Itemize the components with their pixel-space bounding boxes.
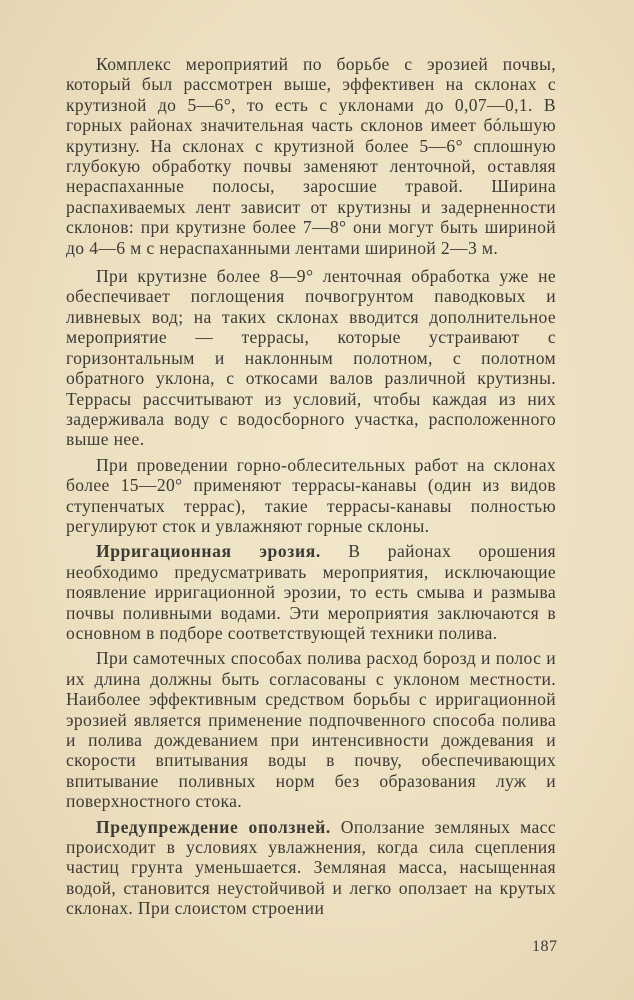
section-heading-irrigation-erosion: Ирригационная эрозия.: [96, 541, 321, 562]
paragraph-5-text: При самотечных способах полива расход борозд и полос и их длина должны быть согласованы с уклоном местности. Наиболее эффективным средством борьбы с ирригационной эрозией является применение подпочвенного способа полива и полива дождеванием при интенсивности дождевания и скорости впитывания воды в почву, обеспечивающих впитывание поливных норм без образования луж и поверхностного стока.: [66, 648, 556, 812]
paragraph-5: [66, 648, 556, 811]
paragraph-1: [66, 54, 556, 258]
paragraph-4-text: В районах орошения необходимо предусматривать мероприятия, исключающие появление ирригационной эрозии, то есть смыва и размыва почвы поливными водами. Эти мероприятия заключаются в основном в подборе соответствующей техники полива.: [66, 541, 556, 643]
page-number: 187: [532, 938, 558, 955]
paragraph-3-text: При проведении горно-облесительных работ на склонах более 15—20° применяют террасы-канавы (один из видов ступенчатых террас), такие террасы-канавы полностью регулируют сток и увлажняют горные склоны.: [66, 454, 556, 536]
paragraph-2: [66, 266, 556, 450]
section-heading-landslide-prevention: Предупреждение оползней.: [96, 816, 331, 837]
paragraph-2-text: При крутизне более 8—9° ленточная обработка уже не обеспечивает поглощения почвогрунтом паводковых и ливневых вод; на таких склонах вводится дополнительное мероприятие — террасы, которые устраивают с горизонтальным и наклонным полотном, с полотном обратного уклона, с откосами валов различной крутизны. Террасы рассчитывают из условий, чтобы каждая из них задерживала воду с водосборного участка, расположенного выше нее.: [66, 266, 556, 450]
paragraph-3: [66, 455, 556, 537]
page-body: [66, 54, 556, 924]
paragraph-irrigation-erosion: [66, 541, 556, 643]
paragraph-1-text: Комплекс мероприятий по борьбе с эрозией почвы, который был рассмотрен выше, эффективен на склонах с крутизной до 5—6°, то есть с уклонами до 0,07—0,1. В горных районах значительная часть склонов имеет бóльшую крутизну. На склонах с крутизной более 5—6° сплошную глубокую обработку почвы заменяют ленточной, оставляя нераспаханные полосы, заросшие травой. Ширина распахиваемых лент зависит от крутизны и задерненности склонов: при крутизне более 7—8° они могут быть шириной до 4—6 м с нераспаханными лентами шириной 2—3 м.: [66, 54, 556, 258]
paragraph-landslide-prevention: [66, 817, 556, 919]
paragraph-6-text: Оползание земляных масс происходит в условиях увлажнения, когда сила сцепления частиц грунта уменьшается. Земляная масса, насыщенная водой, становится неустойчивой и легко оползает на крутых склонах. При слоистом строении: [66, 816, 557, 919]
